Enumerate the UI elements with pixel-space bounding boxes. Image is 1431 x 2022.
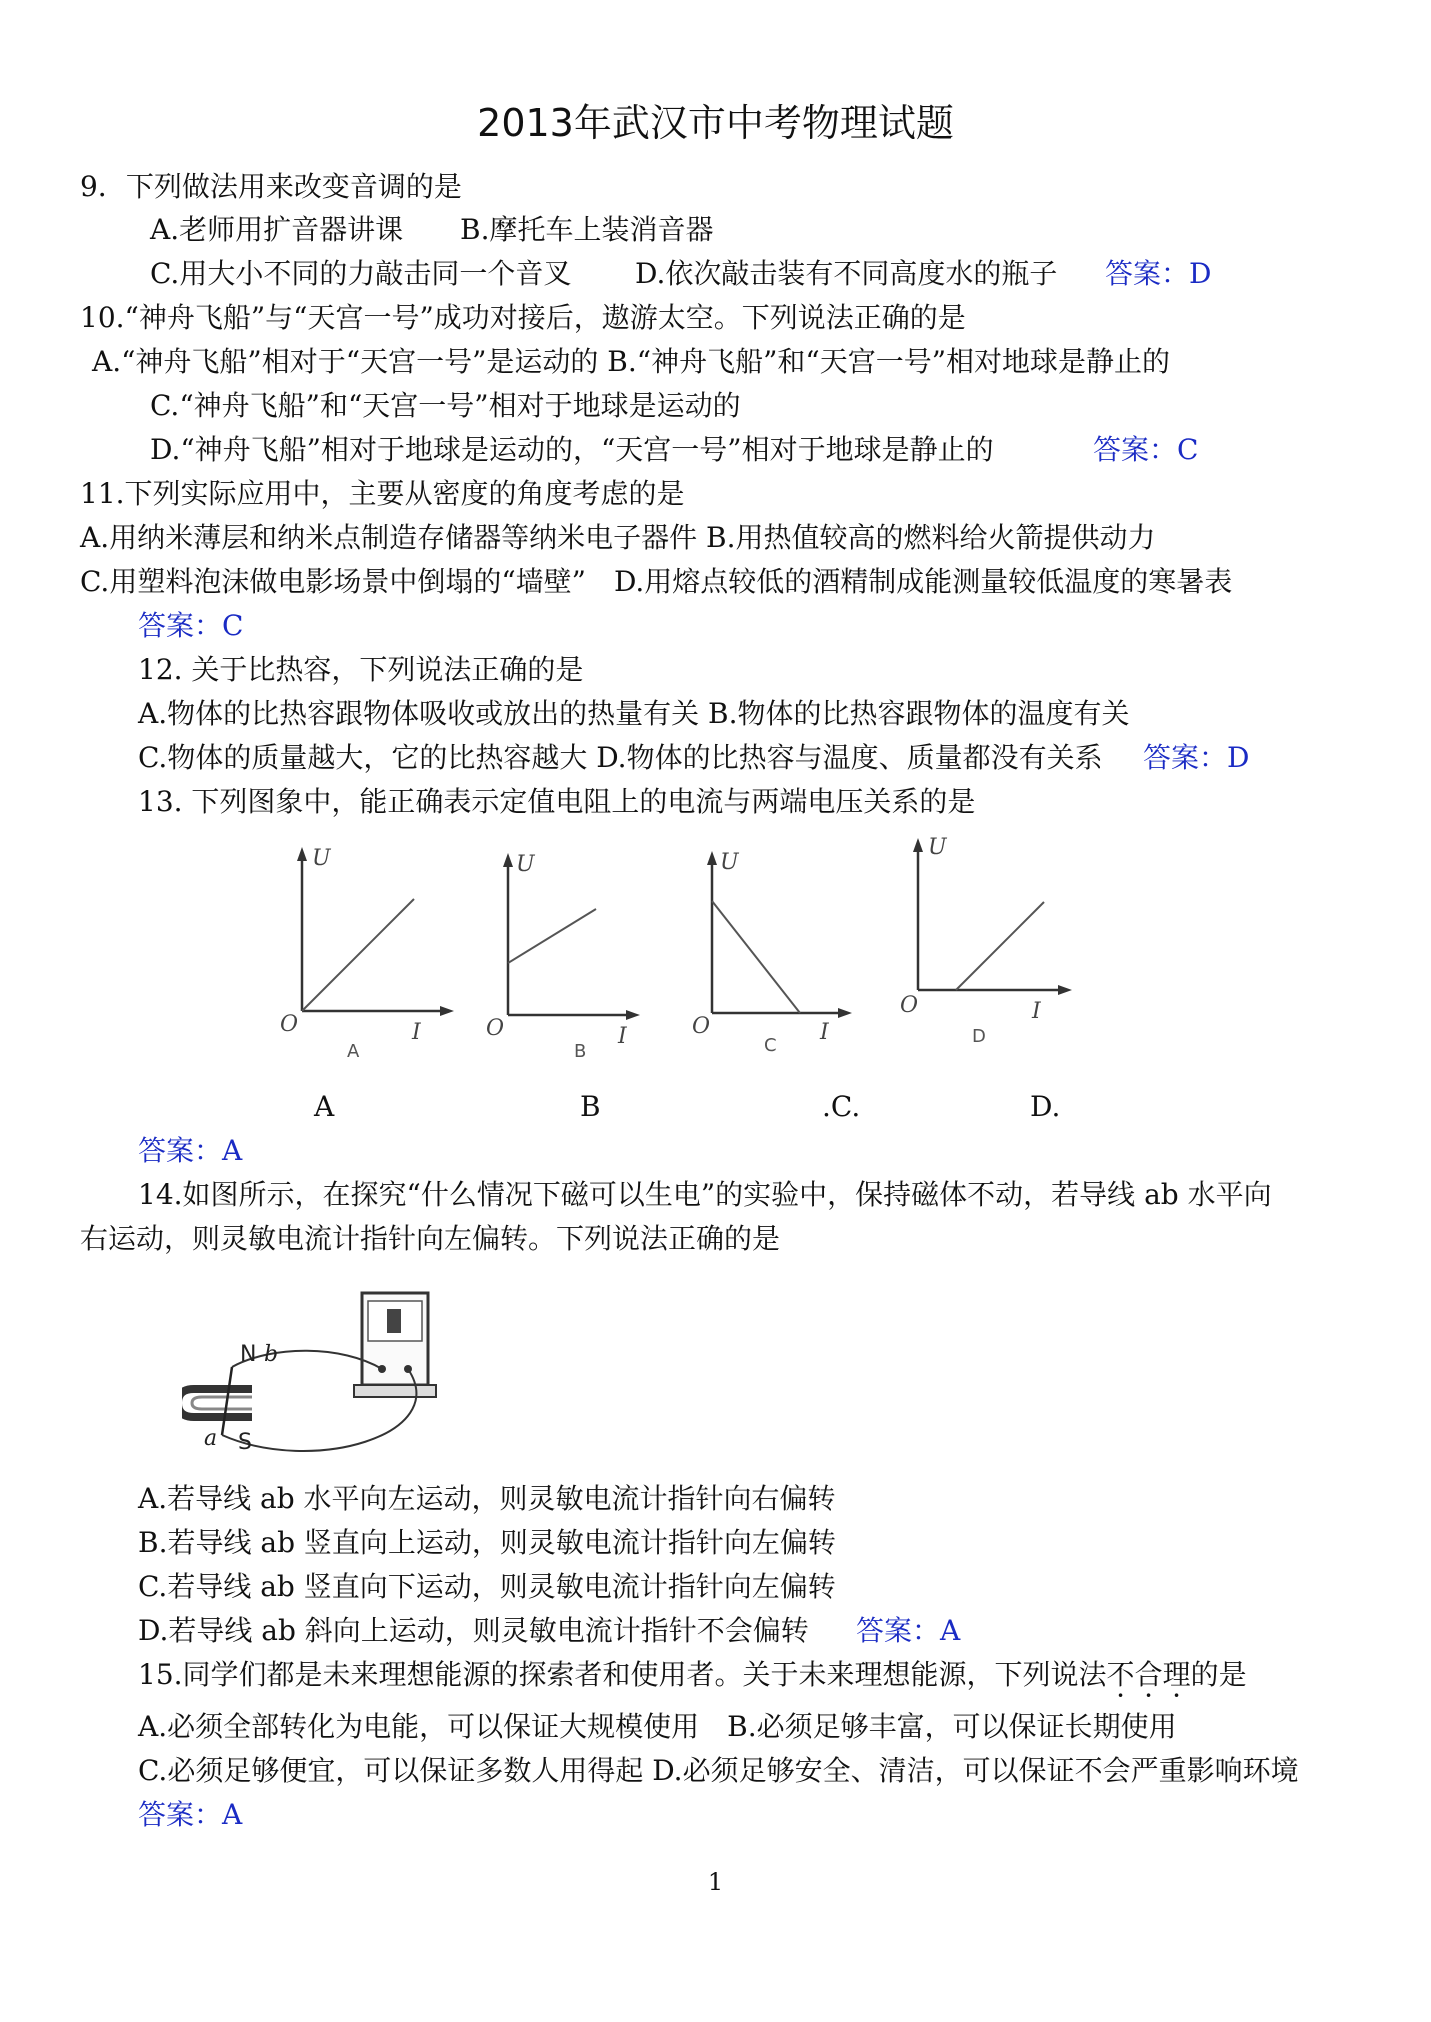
page-number: 1 <box>707 1868 724 1896</box>
magnet-s-label: S <box>238 1430 252 1455</box>
graph-c-letter: C <box>764 1035 777 1056</box>
answer-prefix: 答案： <box>138 1798 223 1831</box>
q14-option-b: B.若导线 ab 竖直向上运动，则灵敏电流计指针向左偏转 <box>138 1526 836 1559</box>
graph-d-origin-label: O <box>900 993 919 1018</box>
q15-emphasis-char-3: 理 <box>1162 1658 1191 1691</box>
answer-value: C <box>222 609 244 642</box>
q11-option-ab: A.用纳米薄层和纳米点制造存储器等纳米电子器件 B.用热值较高的燃料给火箭提供动力 <box>80 521 1156 554</box>
q10-answer <box>1093 433 1198 467</box>
q9-answer <box>1105 257 1211 291</box>
graph-d-letter: D <box>972 1026 986 1047</box>
wire-a-label: a <box>204 1426 218 1451</box>
q9-option-c: C.用大小不同的力敲击同一个音叉 <box>150 257 572 290</box>
magnet-n-label: N <box>240 1342 257 1367</box>
graph-a-origin-label: O <box>280 1012 299 1037</box>
q9-option-d: D.依次敲击装有不同高度水的瓶子 <box>635 257 1058 290</box>
q12-answer <box>1143 741 1249 775</box>
answer-value: A <box>940 1614 961 1647</box>
q14-option-d: D.若导线 ab 斜向上运动，则灵敏电流计指针不会偏转 <box>138 1614 809 1647</box>
answer-prefix: 答案： <box>1143 741 1228 774</box>
q15-emphasis-char-2: 合 <box>1134 1658 1163 1691</box>
q15-stem-pre: 15.同学们都是未来理想能源的探索者和使用者。关于未来理想能源，下列说法 <box>138 1658 1107 1691</box>
graph-b-i-label: I <box>618 1024 627 1049</box>
q10-stem: 10.“神舟飞船”与“天宫一号”成功对接后，遨游太空。下列说法正确的是 <box>80 301 966 334</box>
q15-stem-post: 的是 <box>1190 1658 1247 1691</box>
q9-option-b: B.摩托车上装消音器 <box>460 213 714 246</box>
answer-value: C <box>1177 433 1199 466</box>
q13-option-a: A <box>314 1090 335 1123</box>
graph-d-u-label: U <box>928 835 947 860</box>
q14-option-c: C.若导线 ab 竖直向下运动，则灵敏电流计指针向左偏转 <box>138 1570 836 1603</box>
graph-b-origin-label: O <box>486 1016 505 1041</box>
graph-c <box>680 835 860 1065</box>
q14-option-a: A.若导线 ab 水平向左运动，则灵敏电流计指针向右偏转 <box>138 1482 836 1515</box>
q13-option-d: D. <box>1030 1090 1061 1123</box>
q11-stem: 11.下列实际应用中，主要从密度的角度考虑的是 <box>80 477 685 510</box>
answer-value: D <box>1227 741 1250 774</box>
answer-prefix: 答案： <box>856 1614 941 1647</box>
graph-c-i-label: I <box>820 1020 829 1045</box>
graph-a-i-label: I <box>412 1020 421 1045</box>
graph-a <box>262 835 462 1065</box>
q13-answer <box>138 1134 242 1168</box>
answer-value: A <box>222 1798 243 1831</box>
q12-option-ab: A.物体的比热容跟物体吸收或放出的热量有关 B.物体的比热容跟物体的温度有关 <box>138 697 1130 730</box>
q13-option-b: B <box>580 1090 601 1123</box>
q13-option-c: .C. <box>822 1090 861 1123</box>
graph-a-letter: A <box>347 1041 360 1062</box>
graph-b-letter: B <box>574 1041 587 1062</box>
q15-option-cd: C.必须足够便宜，可以保证多数人用得起 D.必须足够安全、清洁，可以保证不会严重影响环境 <box>138 1754 1299 1787</box>
q10-option-d: D.“神舟飞船”相对于地球是运动的，“天宫一号”相对于地球是静止的 <box>150 433 994 466</box>
graph-c-origin-label: O <box>692 1014 711 1039</box>
q14-stem-line1: 14.如图所示，在探究“什么情况下磁可以生电”的实验中，保持磁体不动，若导线 ab 水平向 <box>138 1178 1272 1211</box>
q9-stem: 9．下列做法用来改变音调的是 <box>80 170 462 203</box>
q15-answer <box>138 1798 242 1832</box>
answer-prefix: 答案： <box>138 1134 223 1167</box>
q15-stem <box>138 1658 1247 1692</box>
q11-option-cd: C.用塑料泡沫做电影场景中倒塌的“墙壁” D.用熔点较低的酒精制成能测量较低温度的寒暑表 <box>80 565 1233 598</box>
answer-value: D <box>1189 257 1212 290</box>
q10-option-c: C.“神舟飞船”和“天宫一号”相对于地球是运动的 <box>150 389 741 422</box>
graph-b-u-label: U <box>516 852 535 877</box>
page-title: 2013年武汉市中考物理试题 <box>477 101 954 145</box>
graph-c-u-label: U <box>720 850 739 875</box>
q14-figure <box>182 1285 462 1470</box>
q14-answer <box>856 1614 960 1648</box>
answer-prefix: 答案： <box>1105 257 1190 290</box>
q13-stem: 13. 下列图象中，能正确表示定值电阻上的电流与两端电压关系的是 <box>138 785 976 818</box>
q9-option-a: A.老师用扩音器讲课 <box>150 213 404 246</box>
answer-prefix: 答案： <box>138 609 223 642</box>
graph-a-u-label: U <box>312 846 331 871</box>
q10-option-ab: A.“神舟飞船”相对于“天宫一号”是运动的 B.“神舟飞船”和“天宫一号”相对地球是静止的 <box>92 345 1171 378</box>
answer-prefix: 答案： <box>1093 433 1178 466</box>
graph-d-i-label: I <box>1032 999 1041 1024</box>
q12-stem: 12. 关于比热容，下列说法正确的是 <box>138 653 584 686</box>
graph-d <box>890 830 1080 1060</box>
answer-value: A <box>222 1134 243 1167</box>
graph-b <box>478 835 648 1065</box>
q15-emphasis-char-1: 不 <box>1106 1658 1135 1691</box>
q14-stem-line2: 右运动，则灵敏电流计指针向左偏转。下列说法正确的是 <box>80 1222 781 1255</box>
q11-answer <box>138 609 243 643</box>
q12-option-cd: C.物体的质量越大，它的比热容越大 D.物体的比热容与温度、质量都没有关系 <box>138 741 1103 774</box>
wire-b-label: b <box>264 1342 279 1367</box>
q15-option-ab: A.必须全部转化为电能，可以保证大规模使用 B.必须足够丰富，可以保证长期使用 <box>138 1710 1177 1743</box>
